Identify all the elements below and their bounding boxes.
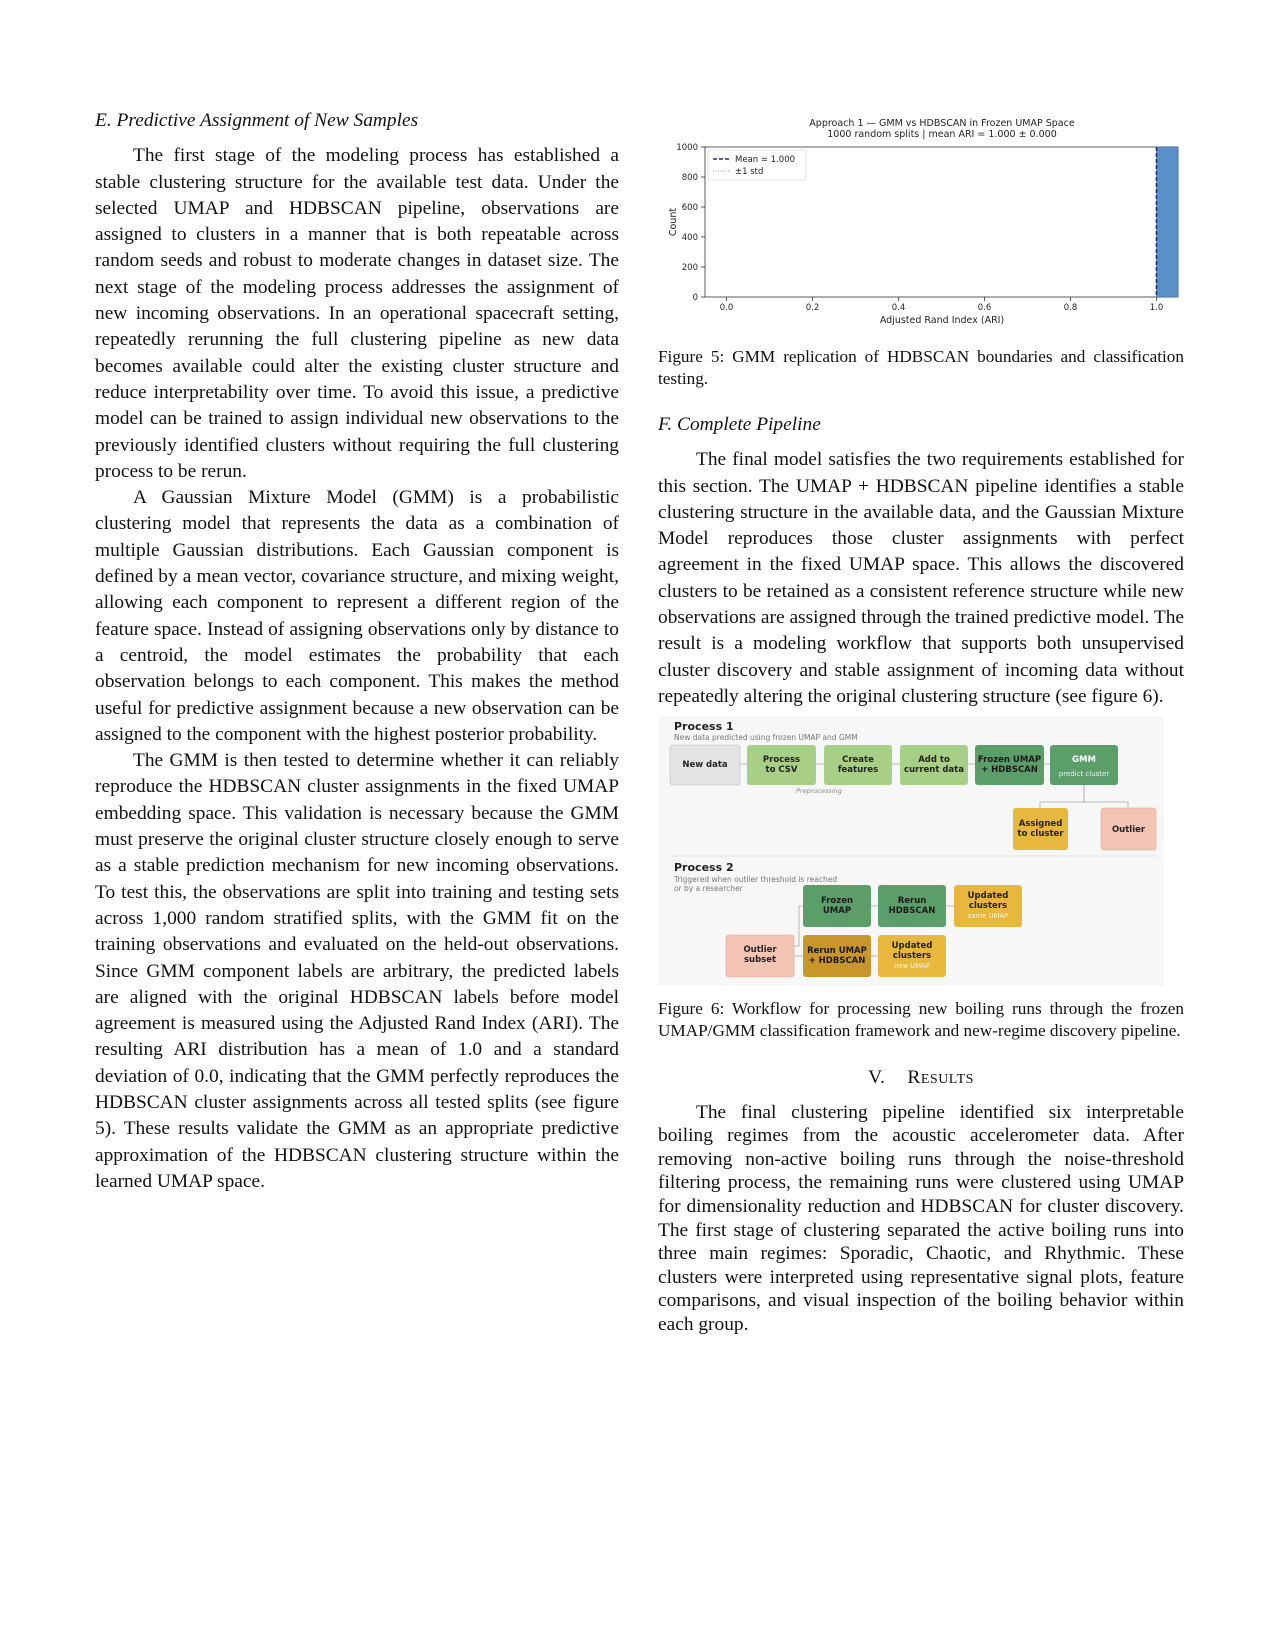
process2-subtitle-line1: Triggered when outlier threshold is reached [674, 875, 838, 885]
y-tick-label: 400 [681, 233, 698, 243]
results-number: V. [868, 1067, 886, 1089]
chart-subtitle: 1000 random splits | mean ARI = 1.000 ± 0.000 [827, 129, 1057, 140]
node-add-current-line2: current data [904, 765, 964, 776]
chart-title: Approach 1 — GMM vs HDBSCAN in Frozen UMAP Space [809, 118, 1075, 129]
node-process-csv-line1: Process [762, 755, 801, 766]
paragraph: The final clustering pipeline identified six interpretable boiling regimes from the acoustic accelerometer data. After removing non-active boiling runs through the noise-threshold filtering process, the remaining runs were clustered using UMAP for dimensionality reduction and HDBSCAN for cluster discovery. The first stage of clustering separated the active boiling runs into three main regimes: Sporadic, Chaotic, and Rhythmic. These clusters were interpreted using representative signal plots, feature comparisons, and visual inspection of the boiling behavior within each group. [658, 1101, 1184, 1335]
node-updated-same-sublabel: same UMAP [967, 912, 1009, 921]
node-updated-new-line1: Updated [891, 941, 933, 952]
paragraph: The final model satisfies the two requirements established for this section. The UMAP + HDBSCAN pipeline identifies a stable clustering structure in the available data, and the Gaussian Mixture Model reproduces those cluster assignments with perfect agreement in the fixed UMAP space. This allows the discovered clusters to be retained as a consistent reference structure while new observations are assigned through the trained predictive model. The result is a modeling workflow that supports both unsupervised cluster discovery and stable assignment of incoming data without repeatedly altering the original clustering structure (see figure 6). [658, 449, 1184, 707]
node-outlier-label: Outlier [1111, 825, 1146, 836]
node-frozen-umap-line2: + HDBSCAN [981, 765, 1038, 776]
node-rerun-hdbscan-line2: HDBSCAN [888, 906, 936, 917]
node-rerun-umap-line2: + HDBSCAN [808, 956, 866, 967]
x-tick-label: 0.4 [891, 303, 906, 313]
y-tick-label: 600 [681, 203, 698, 213]
node-frozen-umap2-line1: Frozen [820, 896, 854, 907]
chart-legend [708, 150, 806, 180]
figure5-caption: Figure 5: GMM replication of HDBSCAN boundaries and classification testing. [658, 347, 1184, 388]
y-tick-label: 1000 [676, 143, 698, 153]
histogram-bar [1157, 147, 1179, 297]
paragraph: A Gaussian Mixture Model (GMM) is a probabilistic clustering model that represents the data as a combination of multiple Gaussian distributions. Each Gaussian component is defined by a mean vector, covariance structure, and mixing weight, allowing each component to represent a different region of the feature space. Instead of assigning observations only by distance to a centroid, the model estimates the probability that each observation belongs to each component. This makes the method useful for predictive assignment because a new observation can be assigned to the component with the highest posterior probability. [95, 487, 619, 745]
right-column [658, 108, 1184, 1337]
node-updated-same-line1: Updated [967, 891, 1009, 902]
x-tick-label: 0.6 [977, 303, 992, 313]
figure6-caption: Figure 6: Workflow for processing new boiling runs through the frozen UMAP/GMM classification framework and new-regime discovery pipeline. [658, 999, 1184, 1040]
preprocessing-label: Preprocessing [796, 787, 842, 796]
node-new-data-label: New data [682, 760, 728, 771]
node-outlier-subset-line1: Outlier [743, 945, 777, 956]
node-process-csv-line2: to CSV [765, 765, 798, 776]
results-title: Results [907, 1067, 974, 1089]
process1-subtitle: New data predicted using frozen UMAP and GMM [674, 733, 858, 743]
paragraph: The GMM is then tested to determine whether it can reliably reproduce the HDBSCAN cluster assignments in the fixed UMAP embedding space. This validation is necessary because the GMM must preserve the original cluster structure closely enough to serve as a stable prediction mechanism for new incoming observations. To test this, the observations are split into training and testing sets across 1,000 random stratified splits, with the GMM fit on the training observations and evaluated on the held-out observations. Since GMM component labels are arbitrary, the predicted labels are aligned with the original HDBSCAN labels before model agreement is measured using the Adjusted Rand Index (ARI). The resulting ARI distribution has a mean of 1.0 and a standard deviation of 0.0, indicating that the GMM perfectly reproduces the HDBSCAN cluster assignments across all tested splits (see figure 5). These results validate the GMM as an appropriate predictive approximation of the HDBSCAN clustering structure within the learned UMAP space. [95, 750, 619, 1192]
section-heading-e: E. Predictive Assignment of New Samples [95, 110, 419, 131]
node-outlier-subset-line2: subset [743, 955, 777, 966]
node-gmm [1050, 745, 1118, 785]
node-rerun-umap-line1: Rerun UMAP [807, 946, 867, 957]
node-assigned-line1: Assigned [1018, 819, 1063, 830]
section-heading-f: F. Complete Pipeline [658, 414, 821, 435]
x-tick-label: 0.0 [719, 303, 734, 313]
y-axis-label: Count [668, 207, 679, 237]
node-rerun-hdbscan-line1: Rerun [897, 896, 927, 907]
node-assigned-line2: to cluster [1017, 829, 1064, 840]
x-axis-label: Adjusted Rand Index (ARI) [879, 315, 1005, 326]
x-tick-label: 0.8 [1063, 303, 1078, 313]
process2-title: Process 2 [674, 861, 734, 875]
paragraph: The first stage of the modeling process has established a stable clustering structure for the available test data. Under the selected UMAP and HDBSCAN pipeline, observations are assigned to clusters in a manner that is both repeatable across random seeds and robust to moderate changes in dataset size. The next stage of the modeling process addresses the assignment of new incoming observations. In an operational spacecraft setting, repeatedly rerunning the full clustering pipeline as new data becomes available could alter the existing cluster structure and reduce interpretability over time. To avoid this issue, a predictive model can be trained to assign individual new observations to the previously identified clusters without requiring the full clustering process to be rerun. [95, 145, 619, 482]
left-column [95, 108, 619, 1195]
y-tick-label: 0 [692, 293, 698, 303]
node-updated-new-line2: clusters [892, 951, 932, 962]
y-tick-label: 800 [681, 173, 698, 183]
node-updated-same-line2: clusters [968, 901, 1008, 912]
figure5-histogram [658, 116, 1184, 334]
figure6-workflow-diagram [658, 716, 1164, 986]
node-frozen-umap-line1: Frozen UMAP [977, 755, 1042, 766]
node-gmm-label: GMM [1072, 755, 1096, 766]
node-updated-new-sublabel: new UMAP [894, 962, 930, 971]
node-create-features-line1: Create [842, 755, 874, 766]
node-frozen-umap2-line2: UMAP [822, 906, 852, 917]
results-heading [658, 1065, 1184, 1091]
y-tick-label: 200 [681, 263, 698, 273]
x-tick-label: 0.2 [805, 303, 820, 313]
node-create-features-line2: features [837, 765, 879, 776]
legend-std-label: ±1 std [735, 167, 764, 177]
process2-subtitle-line2: or by a researcher [674, 884, 743, 894]
process1-title: Process 1 [674, 720, 734, 734]
legend-mean-label: Mean = 1.000 [735, 155, 796, 165]
x-tick-label: 1.0 [1149, 303, 1164, 313]
node-add-current-line1: Add to [918, 755, 950, 766]
node-gmm-sublabel: predict cluster [1058, 770, 1110, 779]
